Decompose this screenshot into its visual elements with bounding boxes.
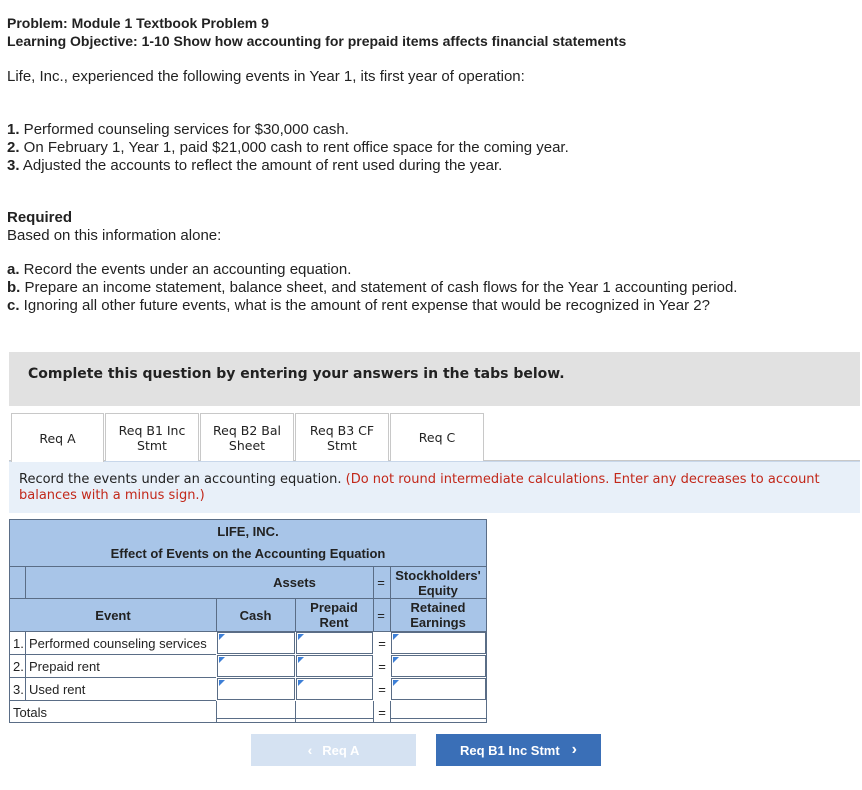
retained-earnings-input-row-3[interactable] [391, 678, 486, 700]
input-marker-icon [219, 680, 225, 686]
input-marker-icon [298, 680, 304, 686]
totals-double-underline [296, 718, 373, 719]
equals-sign: = [378, 659, 386, 674]
cash-input-row-1[interactable] [217, 632, 295, 654]
chevron-left-icon: ‹ [307, 742, 313, 758]
table-subtitle: Effect of Events on the Accounting Equation [110, 546, 386, 561]
retained-earnings-header-line1: Retained [410, 600, 466, 615]
question-instruction-text: Complete this question by entering your answers in the tabs below. [28, 366, 565, 382]
requirement-c: c. Ignoring all other future events, what is the amount of rent expense that would be recognized in Year 2? [7, 297, 710, 314]
required-subheading: Based on this information alone: [7, 227, 222, 244]
event-row-label: Performed counseling services [29, 636, 207, 651]
prepaid-rent-input-row-3[interactable] [296, 678, 373, 700]
prev-tab-button[interactable] [251, 734, 416, 766]
prepaid-rent-header-line2: Rent [319, 615, 349, 630]
cash-total-cell [217, 701, 295, 718]
input-marker-icon [219, 634, 225, 640]
chevron-right-icon: › [571, 741, 577, 758]
cash-column-header: Cash [239, 608, 272, 623]
prepaid-rent-header-line1: Prepaid [310, 600, 358, 615]
input-marker-icon [393, 680, 399, 686]
input-marker-icon [219, 657, 225, 663]
tab-req-b3-cf-stmt[interactable]: Req B3 CF Stmt [295, 413, 389, 461]
prepaid-rent-input-row-1[interactable] [296, 632, 373, 654]
retained-earnings-header-line2: Earnings [410, 615, 466, 630]
row-number: 3. [13, 682, 24, 697]
tab-req-b2-bal-sheet[interactable]: Req B2 Bal Sheet [200, 413, 294, 461]
totals-double-underline [391, 718, 486, 719]
requirement-b: b. Prepare an income statement, balance sheet, and statement of cash flows for the Year 1 accounting period. [7, 279, 738, 296]
input-marker-icon [298, 657, 304, 663]
event-column-header: Event [95, 608, 131, 623]
instructions-main: Record the events under an accounting equation. [19, 472, 346, 487]
problem-intro: Life, Inc., experienced the following events in Year 1, its first year of operation: [7, 68, 525, 85]
event-row-label: Prepaid rent [29, 659, 100, 674]
tab-req-b1-inc-stmt[interactable]: Req B1 Inc Stmt [105, 413, 199, 461]
totals-double-underline [217, 718, 295, 719]
row-number-divider [25, 632, 26, 701]
stockholders-header: Stockholders' [395, 568, 481, 583]
equals-sign: = [378, 705, 386, 720]
retained-earnings-total-cell [391, 701, 486, 718]
input-marker-icon [393, 657, 399, 663]
required-heading: Required [7, 209, 73, 226]
event-item-3: 3. Adjusted the accounts to reflect the amount of rent used during the year. [7, 157, 503, 174]
instructions-note: (Do not round intermediate calculations. Enter any decreases to account balances with a minus sign.) [19, 472, 820, 503]
row-divider [10, 654, 216, 655]
cash-input-row-3[interactable] [217, 678, 295, 700]
equals-sign: = [378, 682, 386, 697]
totals-label: Totals [13, 705, 47, 720]
header-divider [25, 567, 26, 598]
next-tab-button[interactable] [436, 734, 601, 766]
equity-header: Equity [418, 583, 458, 598]
next-tab-label: Req B1 Inc Stmt [459, 742, 560, 758]
tab-instructions [9, 461, 860, 513]
event-row-label: Used rent [29, 682, 86, 697]
prev-tab-label: Req A [322, 742, 360, 758]
problem-title: Problem: Module 1 Textbook Problem 9 [7, 15, 269, 31]
input-marker-icon [393, 634, 399, 640]
requirement-a: a. Record the events under an accounting equation. [7, 261, 352, 278]
event-item-2: 2. On February 1, Year 1, paid $21,000 cash to rent office space for the coming year. [7, 139, 569, 156]
input-marker-icon [298, 634, 304, 640]
prepaid-rent-input-row-2[interactable] [296, 655, 373, 677]
tab-req-c[interactable]: Req C [390, 413, 484, 461]
assets-header: Assets [273, 575, 316, 590]
question-instruction-bar [9, 352, 860, 406]
row-number: 2. [13, 659, 24, 674]
prepaid-rent-total-cell [296, 701, 373, 718]
cash-input-row-2[interactable] [217, 655, 295, 677]
equals-sign: = [378, 636, 386, 651]
equals-sign: = [377, 608, 385, 623]
retained-earnings-input-row-1[interactable] [391, 632, 486, 654]
table-company-name: LIFE, INC. [217, 524, 279, 539]
row-number: 1. [13, 636, 24, 651]
event-item-1: 1. Performed counseling services for $30,000 cash. [7, 121, 349, 138]
retained-earnings-input-row-2[interactable] [391, 655, 486, 677]
learning-objective: Learning Objective: 1-10 Show how accounting for prepaid items affects financial statements [7, 33, 627, 49]
equals-sign: = [377, 575, 385, 590]
tab-req-a[interactable]: Req A [11, 413, 104, 462]
row-divider [10, 700, 216, 701]
row-divider [10, 677, 216, 678]
header-divider [10, 598, 486, 599]
